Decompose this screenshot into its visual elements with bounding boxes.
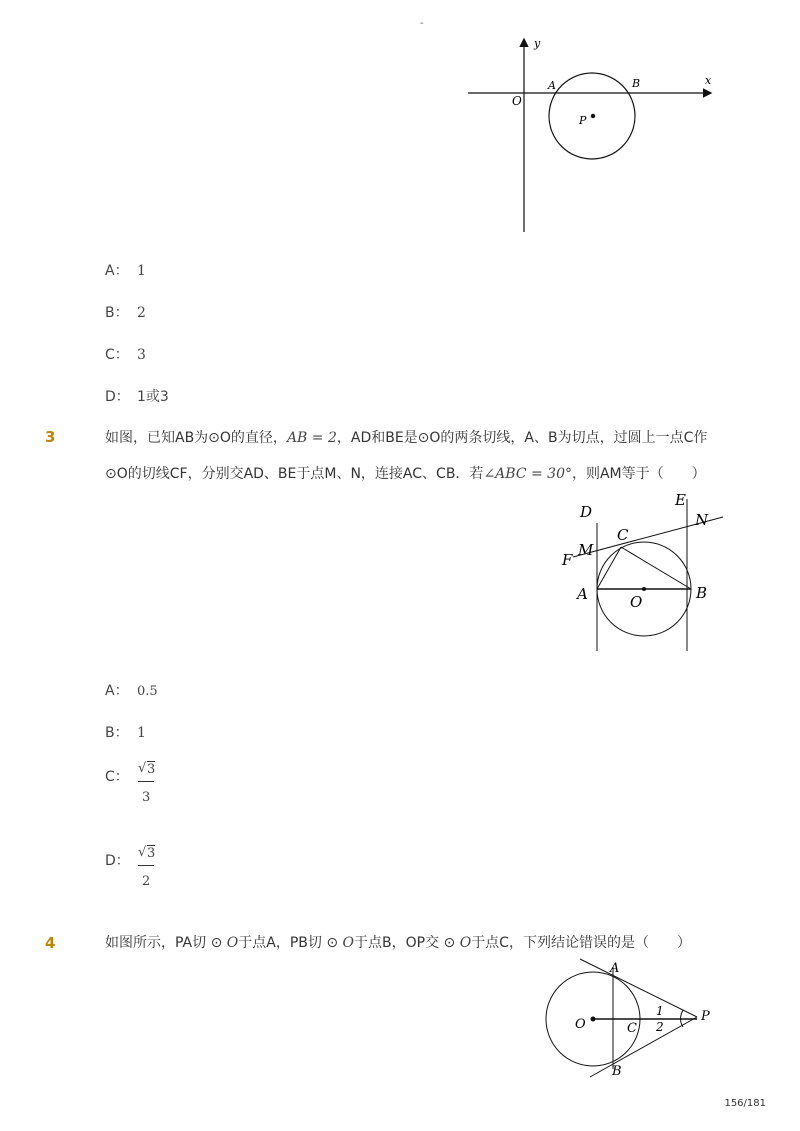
option-value: 1 bbox=[137, 725, 146, 741]
header-dash: - bbox=[420, 18, 424, 29]
page-number: 156/181 bbox=[724, 1098, 766, 1109]
fraction-sqrt3-over-2 bbox=[138, 846, 155, 889]
segment-ac bbox=[597, 547, 621, 589]
label-angle-2: 2 bbox=[656, 1020, 664, 1034]
question-3-text bbox=[105, 420, 725, 492]
label-a: A bbox=[577, 585, 588, 603]
option-value: 1 bbox=[137, 263, 146, 279]
center-p-dot bbox=[591, 114, 595, 118]
label-o: O bbox=[630, 593, 643, 611]
label-b: B bbox=[632, 77, 641, 90]
denominator: 2 bbox=[142, 874, 151, 889]
label-b: B bbox=[612, 1064, 622, 1079]
option-label: C： bbox=[105, 769, 129, 785]
label-angle-1: 1 bbox=[656, 1004, 664, 1018]
label-p: P bbox=[579, 114, 587, 127]
option-value: 1或3 bbox=[137, 389, 169, 405]
q3-option-d[interactable] bbox=[105, 850, 137, 870]
figure-circle-on-axes bbox=[460, 30, 725, 240]
option-value: 2 bbox=[137, 305, 146, 321]
q2-option-c[interactable] bbox=[105, 344, 146, 364]
label-d: D bbox=[580, 503, 593, 521]
center-o-dot bbox=[591, 1017, 596, 1022]
q2-option-d[interactable] bbox=[105, 386, 169, 406]
question-number-3: 3 bbox=[45, 428, 56, 446]
label-o: O bbox=[512, 94, 522, 108]
question-3-line-1: 如图，已知AB为⊙O的直径，AB = 2，AD和BE是⊙O的两条切线，A、B为切点，过圆上一点C作 bbox=[105, 430, 708, 446]
option-label: D： bbox=[105, 389, 130, 405]
fraction-bar bbox=[138, 865, 154, 866]
option-label: A： bbox=[105, 263, 129, 279]
fraction-bar bbox=[138, 781, 154, 782]
q3-option-b[interactable] bbox=[105, 722, 146, 742]
q2-option-b[interactable] bbox=[105, 302, 146, 322]
q3-option-a[interactable] bbox=[105, 680, 158, 700]
question-3-line-2: ⊙O的切线CF，分别交AD、BE于点M、N，连接AC、CB．若∠ABC = 30°，则AM等于（ ） bbox=[105, 466, 706, 482]
option-label: B： bbox=[105, 725, 129, 741]
label-o: O bbox=[575, 1017, 586, 1032]
figure-q3 bbox=[555, 485, 730, 655]
option-label: B： bbox=[105, 305, 129, 321]
label-b: B bbox=[696, 584, 708, 602]
label-p: P bbox=[701, 1009, 710, 1024]
option-label: C： bbox=[105, 347, 129, 363]
q3-option-c[interactable] bbox=[105, 766, 137, 786]
label-m: M bbox=[578, 541, 594, 559]
label-f: F bbox=[562, 551, 573, 569]
label-a: A bbox=[548, 79, 556, 92]
figure-q4 bbox=[535, 955, 720, 1085]
segment-cb bbox=[621, 547, 691, 589]
option-value: 3 bbox=[137, 347, 146, 363]
question-number-4: 4 bbox=[45, 934, 56, 952]
fraction-sqrt3-over-3 bbox=[138, 762, 155, 805]
center-o-dot bbox=[642, 587, 646, 591]
q2-option-a[interactable] bbox=[105, 260, 146, 280]
label-c: C bbox=[617, 526, 629, 544]
label-c: C bbox=[627, 1021, 637, 1036]
label-x: x bbox=[705, 74, 712, 87]
numerator: √ 3 bbox=[138, 846, 155, 861]
label-n: N bbox=[695, 511, 709, 529]
option-value: 0.5 bbox=[137, 684, 158, 699]
denominator: 3 bbox=[142, 790, 151, 805]
option-label: A： bbox=[105, 683, 129, 699]
tangent-pb bbox=[590, 1017, 697, 1077]
question-4-text: 如图所示，PA切 ⊙ O于点A，PB切 ⊙ O于点B，OP交 ⊙ O于点C，下列结论错误的是（ ） bbox=[105, 935, 691, 951]
label-a: A bbox=[610, 961, 620, 976]
numerator: √ 3 bbox=[138, 762, 155, 777]
option-label: D： bbox=[105, 853, 130, 869]
label-y: y bbox=[534, 37, 541, 50]
label-e: E bbox=[675, 491, 686, 509]
